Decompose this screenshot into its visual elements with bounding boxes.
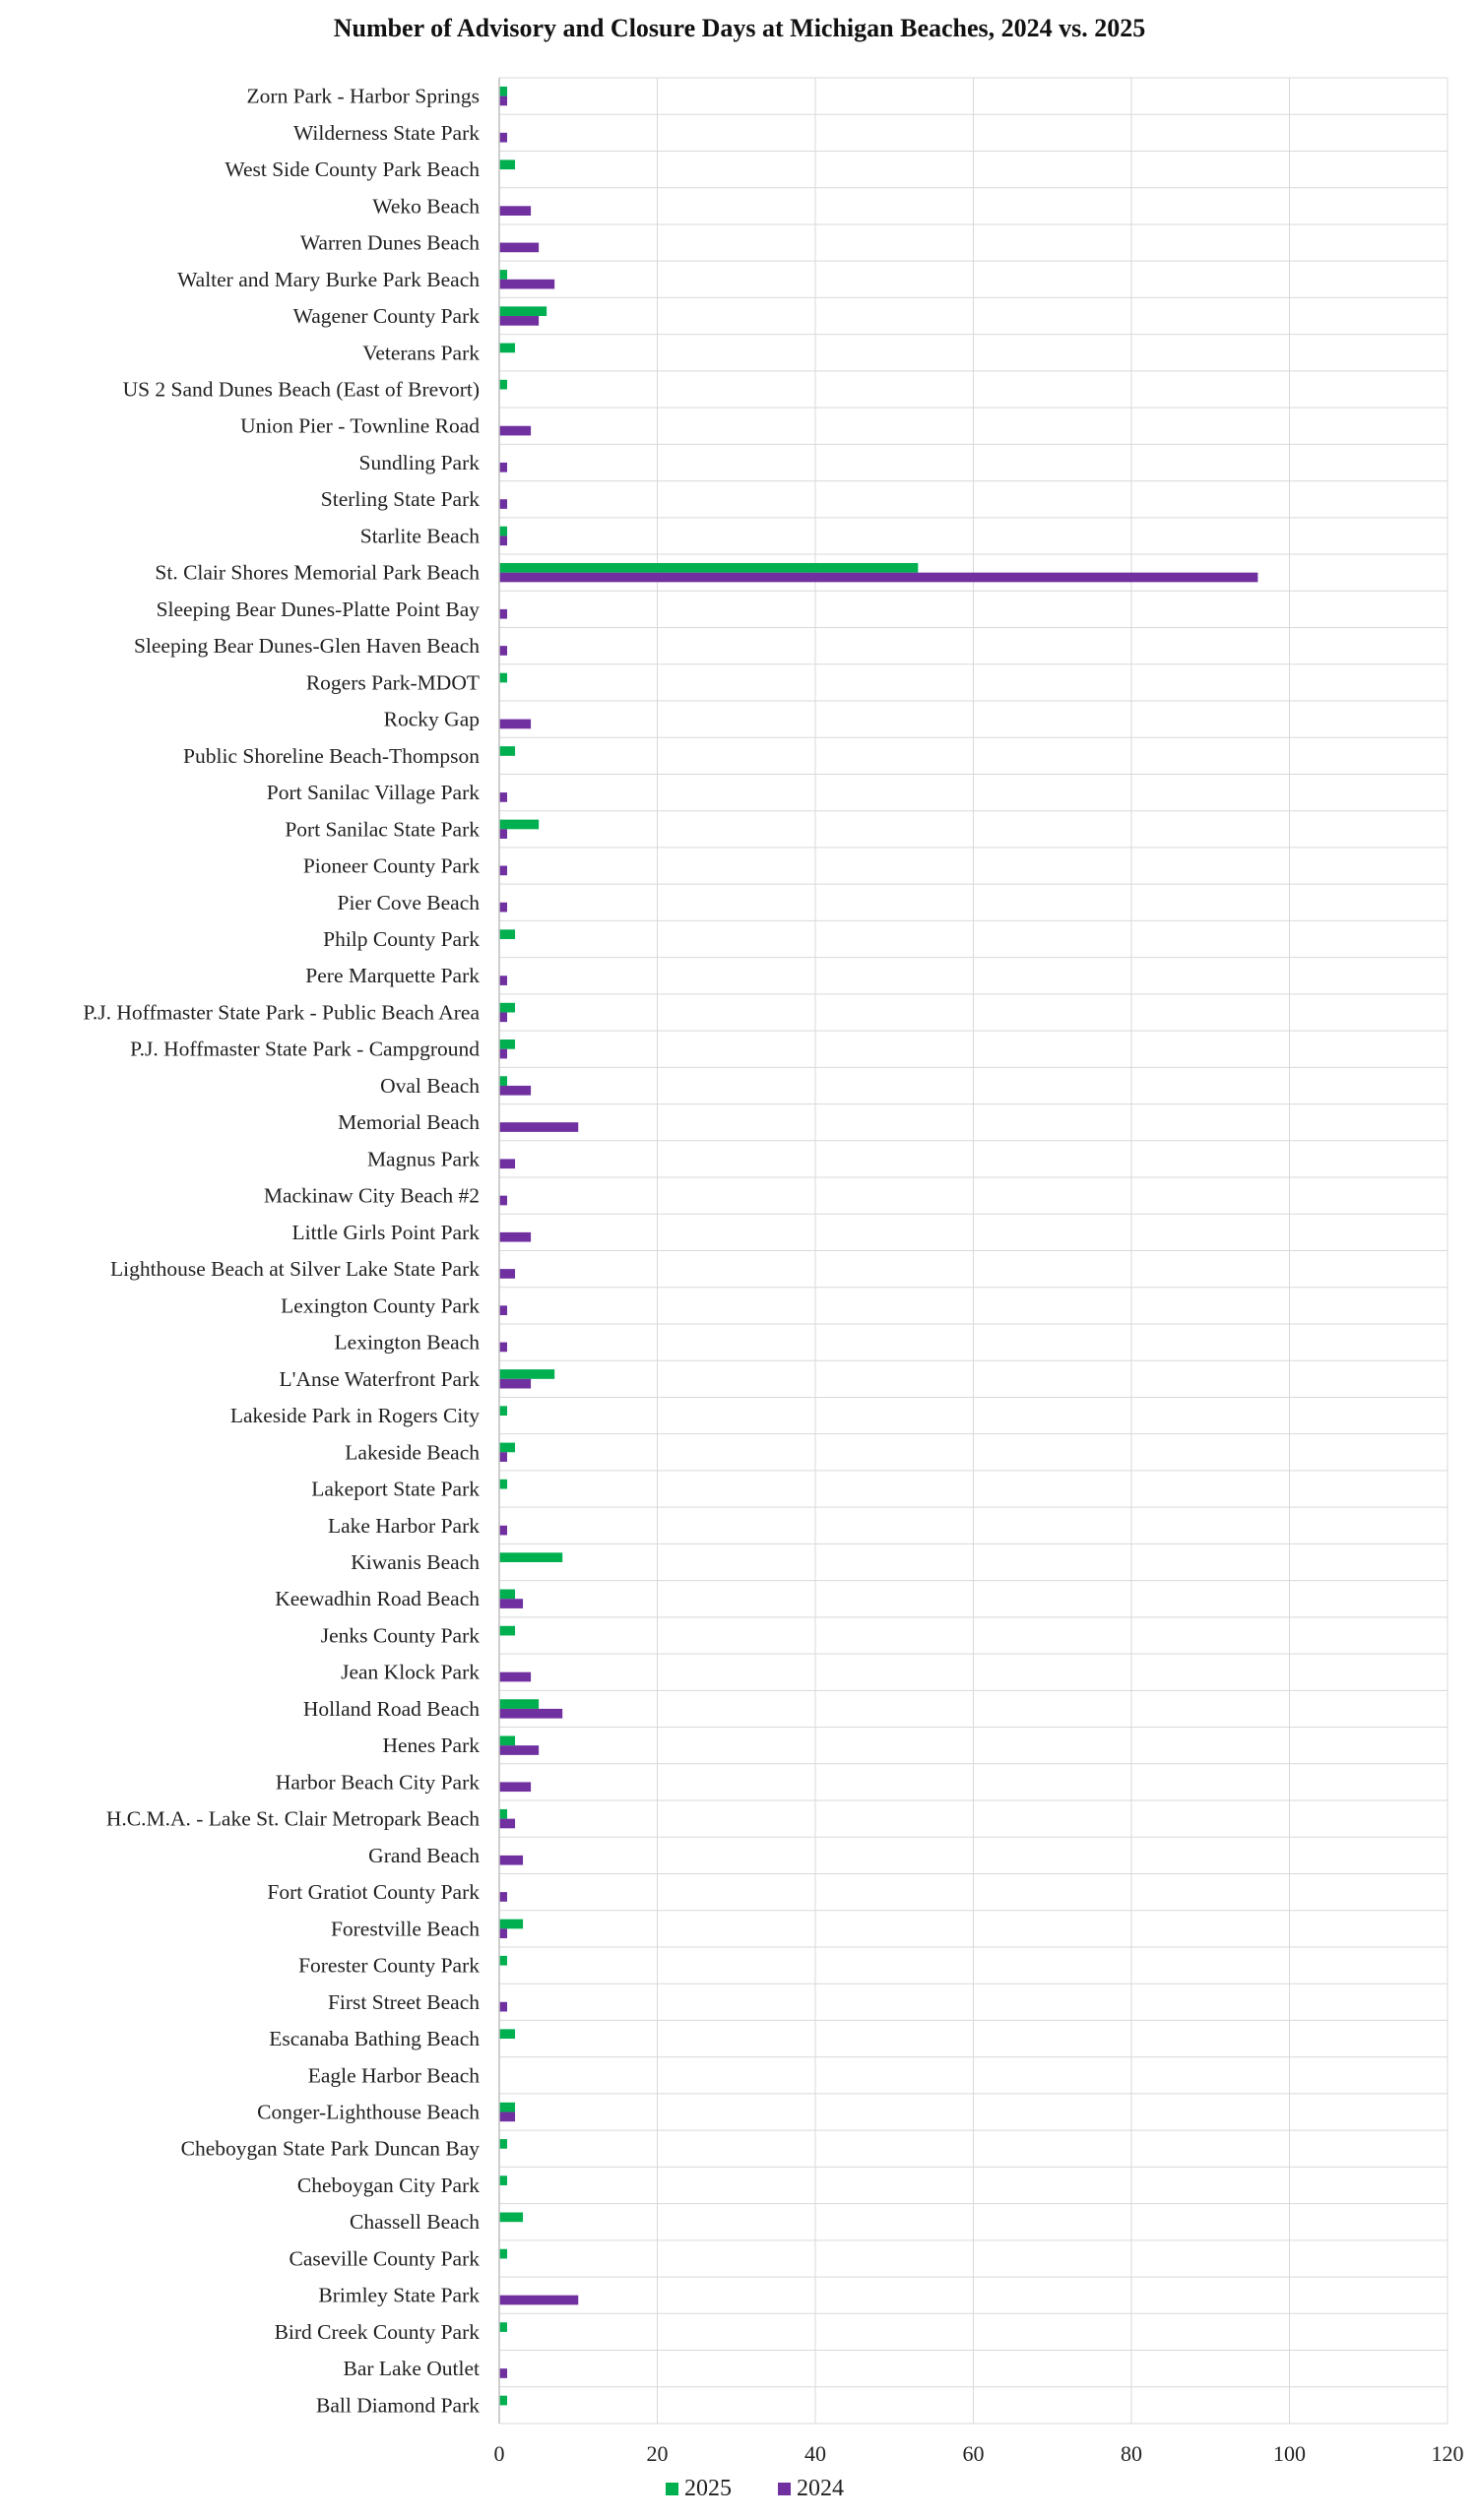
bar-2024 <box>499 1196 507 1206</box>
bar-2024 <box>499 1599 523 1608</box>
category-label: Magnus Park <box>366 1147 480 1171</box>
category-label: Harbor Beach City Park <box>275 1770 480 1795</box>
bar-2024 <box>499 1928 507 1938</box>
legend-swatch-2025 <box>666 2483 678 2495</box>
category-label: Lexington Beach <box>334 1330 480 1354</box>
category-label: Rogers Park-MDOT <box>305 670 480 695</box>
category-label: Walter and Mary Burke Park Beach <box>177 267 480 291</box>
bar-2024 <box>499 280 554 289</box>
bar-2024 <box>499 1049 507 1059</box>
category-label: Public Shoreline Beach-Thompson <box>183 743 480 768</box>
bar-2024 <box>499 829 507 839</box>
bar-2024 <box>499 206 531 216</box>
x-tick-label: 20 <box>646 2441 669 2466</box>
bar-2025 <box>499 1699 539 1709</box>
bar-2025 <box>499 1369 554 1379</box>
category-label: Jean Klock Park <box>341 1660 480 1684</box>
bar-2024 <box>499 1159 515 1168</box>
bar-2025 <box>499 2396 507 2406</box>
chart-title: Number of Advisory and Closure Days at Michigan Beaches, 2024 vs. 2025 <box>333 14 1146 42</box>
category-label: Lighthouse Beach at Silver Lake State Park <box>110 1257 480 1282</box>
category-label: West Side County Park Beach <box>225 158 480 182</box>
bar-2025 <box>499 159 515 169</box>
category-label: US 2 Sand Dunes Beach (East of Brevort) <box>122 377 480 402</box>
category-label: Caseville County Park <box>289 2246 480 2271</box>
category-label: Union Pier - Townline Road <box>240 413 480 438</box>
legend-swatch-2024 <box>778 2483 791 2495</box>
bar-2024 <box>499 2112 515 2122</box>
bar-2024 <box>499 1232 531 1242</box>
x-tick-label: 120 <box>1431 2441 1464 2466</box>
bar-2024 <box>499 499 507 509</box>
bar-2024 <box>499 1709 562 1719</box>
category-label: Pere Marquette Park <box>305 964 480 988</box>
bar-2024 <box>499 1122 578 1132</box>
category-label: Lake Harbor Park <box>327 1513 480 1538</box>
bar-2025 <box>499 2103 515 2112</box>
category-label: Weko Beach <box>372 194 480 219</box>
bar-2024 <box>499 1305 507 1315</box>
bar-2024 <box>499 1526 507 1536</box>
legend-label-2025: 2025 <box>684 2476 732 2501</box>
bar-2024 <box>499 720 531 729</box>
category-label: Lakeport State Park <box>311 1477 480 1501</box>
bar-2025 <box>499 1406 507 1416</box>
bar-2025 <box>499 1626 515 1636</box>
bar-2025 <box>499 1076 507 1086</box>
legend <box>666 2476 844 2501</box>
bar-2024 <box>499 1086 531 1096</box>
category-label: Pier Cove Beach <box>337 890 480 914</box>
bar-2024 <box>499 609 507 619</box>
category-label: Cheboygan State Park Duncan Bay <box>180 2136 480 2161</box>
category-label: Chassell Beach <box>350 2210 480 2235</box>
category-label: Sleeping Bear Dunes-Glen Haven Beach <box>133 634 480 659</box>
x-tick-label: 100 <box>1273 2441 1306 2466</box>
category-label: L'Anse Waterfront Park <box>279 1366 480 1391</box>
category-labels <box>83 85 480 2418</box>
x-tick-label: 40 <box>804 2441 826 2466</box>
bar-2024 <box>499 536 507 545</box>
bar-2024 <box>499 646 507 656</box>
bar-2025 <box>499 1920 523 1929</box>
bar-2024 <box>499 426 531 436</box>
bar-2024 <box>499 1782 531 1792</box>
bar-2025 <box>499 1040 515 1049</box>
bar-2024 <box>499 2368 507 2378</box>
bar-2025 <box>499 270 507 280</box>
category-label: St. Clair Shores Memorial Park Beach <box>155 560 480 585</box>
category-label: Escanaba Bathing Beach <box>269 2027 480 2051</box>
bar-2024 <box>499 1379 531 1389</box>
bar-2024 <box>499 1269 515 1279</box>
bar-2024 <box>499 243 539 253</box>
bar-2025 <box>499 2175 507 2185</box>
bar-2025 <box>499 1809 507 1819</box>
category-label: H.C.M.A. - Lake St. Clair Metropark Beach <box>105 1806 480 1831</box>
category-label: P.J. Hoffmaster State Park - Campground <box>130 1037 480 1061</box>
category-label: Sterling State Park <box>320 487 480 512</box>
bar-2025 <box>499 1735 515 1745</box>
bar-2024 <box>499 573 1257 583</box>
bar-2025 <box>499 2249 507 2259</box>
bar-2024 <box>499 1745 539 1755</box>
bar-2024 <box>499 1012 507 1022</box>
bar-2025 <box>499 87 507 96</box>
bar-2025 <box>499 1480 507 1489</box>
bar-2025 <box>499 344 515 353</box>
category-label: Bird Creek County Park <box>274 2319 480 2344</box>
category-label: Sundling Park <box>358 450 480 474</box>
category-label: Fort Gratiot County Park <box>267 1880 480 1905</box>
x-tick-label: 0 <box>493 2441 505 2466</box>
bar-2025 <box>499 2213 523 2223</box>
bar-2024 <box>499 2002 507 2012</box>
category-label: Wilderness State Park <box>292 120 480 145</box>
bar-2024 <box>499 866 507 876</box>
category-label: Zorn Park - Harbor Springs <box>246 84 480 108</box>
grid-lines <box>499 78 1447 2424</box>
category-label: Sleeping Bear Dunes-Platte Point Bay <box>156 597 480 621</box>
bar-2024 <box>499 903 507 913</box>
category-label: Conger-Lighthouse Beach <box>257 2100 480 2124</box>
category-label: Rocky Gap <box>383 707 480 731</box>
bar-2024 <box>499 792 507 802</box>
category-label: Kiwanis Beach <box>351 1549 480 1574</box>
bar-2024 <box>499 976 507 985</box>
bar-2025 <box>499 2322 507 2332</box>
category-label: Cheboygan City Park <box>296 2173 480 2197</box>
bar-2024 <box>499 96 507 106</box>
category-label: Port Sanilac State Park <box>285 817 480 842</box>
x-tick-label: 80 <box>1121 2441 1142 2466</box>
category-label: Grand Beach <box>368 1843 480 1867</box>
category-label: Bar Lake Outlet <box>343 2357 480 2381</box>
category-label: Oval Beach <box>380 1073 480 1098</box>
category-label: Forestville Beach <box>330 1917 480 1941</box>
bar-2024 <box>499 1892 507 1902</box>
bar-2025 <box>499 673 507 683</box>
bar-2024 <box>499 1672 531 1682</box>
category-label: Veterans Park <box>362 341 480 365</box>
bar-2025 <box>499 563 918 573</box>
category-label: Keewadhin Road Beach <box>275 1587 480 1611</box>
bar-2024 <box>499 463 507 472</box>
category-label: Henes Park <box>382 1733 480 1758</box>
category-label: Mackinaw City Beach #2 <box>263 1183 480 1208</box>
bar-2025 <box>499 2029 515 2039</box>
category-label: Holland Road Beach <box>302 1696 480 1721</box>
category-label: Memorial Beach <box>338 1110 480 1135</box>
bar-2025 <box>499 929 515 939</box>
category-label: Port Sanilac Village Park <box>266 781 480 805</box>
category-label: Jenks County Park <box>320 1623 480 1648</box>
bar-2025 <box>499 820 539 830</box>
category-label: P.J. Hoffmaster State Park - Public Beach Area <box>83 1000 480 1025</box>
bar-2025 <box>499 306 547 316</box>
legend-label-2024: 2024 <box>797 2476 844 2501</box>
category-label: Brimley State Park <box>318 2283 480 2307</box>
category-label: Pioneer County Park <box>302 853 480 878</box>
category-label: Lakeside Beach <box>345 1440 480 1465</box>
bar-2025 <box>499 1956 507 1966</box>
bar-2024 <box>499 1856 523 1865</box>
x-tick-label: 60 <box>962 2441 985 2466</box>
category-label: Ball Diamond Park <box>315 2393 480 2418</box>
category-label: Warren Dunes Beach <box>299 230 480 255</box>
bar-2025 <box>499 1003 515 1013</box>
category-label: Lakeside Park in Rogers City <box>229 1404 480 1428</box>
bar-2025 <box>499 1552 562 1562</box>
x-tick-labels <box>494 2441 1464 2466</box>
bar-2025 <box>499 1590 515 1600</box>
bar-2024 <box>499 316 539 326</box>
bar-2024 <box>499 1819 515 1829</box>
category-label: Lexington County Park <box>281 1293 480 1318</box>
category-label: Eagle Harbor Beach <box>307 2063 480 2088</box>
bar-2025 <box>499 380 507 390</box>
bar-2025 <box>499 527 507 536</box>
bar-2025 <box>499 1443 515 1453</box>
bar-2024 <box>499 2296 578 2305</box>
bar-2024 <box>499 1452 507 1462</box>
category-label: Philp County Park <box>323 927 480 952</box>
category-label: First Street Beach <box>327 1989 480 2014</box>
bar-2024 <box>499 133 507 143</box>
category-label: Little Girls Point Park <box>291 1220 480 1244</box>
bar-2025 <box>499 2139 507 2149</box>
category-label: Forester County Park <box>298 1953 480 1978</box>
bar-2025 <box>499 746 515 756</box>
category-label: Wagener County Park <box>292 304 480 329</box>
bar-2024 <box>499 1343 507 1353</box>
category-label: Starlite Beach <box>359 524 480 548</box>
